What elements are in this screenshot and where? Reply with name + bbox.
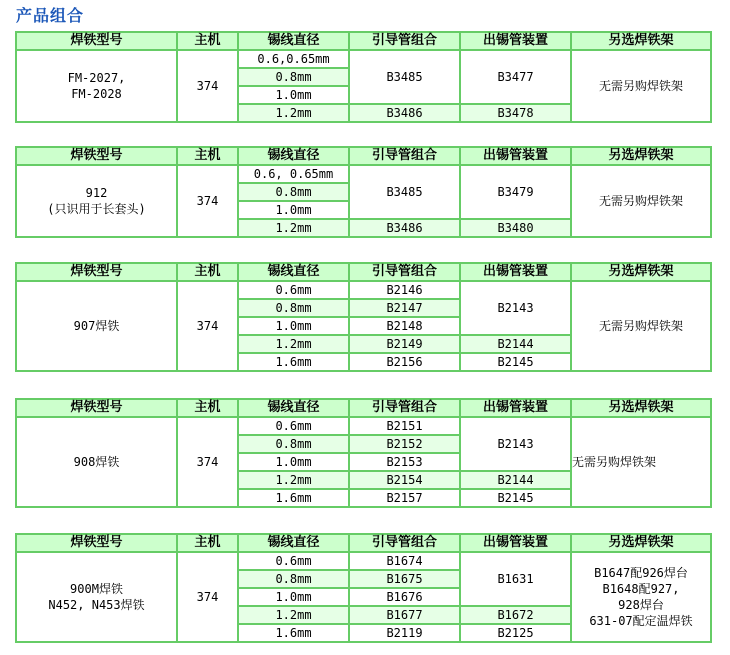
header-stand: 另选焊铁架 (571, 32, 711, 50)
diameter-cell: 0.6mm (238, 552, 349, 570)
product-table-3 (15, 262, 712, 372)
guide-cell: B2154 (349, 471, 460, 489)
header-outlet: 出锡管装置 (460, 147, 571, 165)
header-guide: 引导管组合 (349, 399, 460, 417)
outlet-cell: B2125 (460, 624, 571, 642)
guide-cell: B1674 (349, 552, 460, 570)
guide-cell: B1676 (349, 588, 460, 606)
header-guide: 引导管组合 (349, 32, 460, 50)
table-row (16, 50, 711, 68)
product-table-1 (15, 31, 712, 123)
header-guide: 引导管组合 (349, 147, 460, 165)
table-row (16, 417, 711, 435)
diameter-cell: 1.0mm (238, 588, 349, 606)
header-host: 主机 (177, 32, 238, 50)
outlet-cell: B2145 (460, 353, 571, 371)
header-row (16, 32, 711, 50)
diameter-cell: 0.8mm (238, 68, 349, 86)
header-stand: 另选焊铁架 (571, 263, 711, 281)
guide-cell: B2119 (349, 624, 460, 642)
diameter-cell: 0.8mm (238, 570, 349, 588)
outlet-cell: B3477 (460, 50, 571, 104)
diameter-cell: 0.8mm (238, 299, 349, 317)
header-diameter: 锡线直径 (238, 399, 349, 417)
header-row (16, 399, 711, 417)
guide-cell: B2152 (349, 435, 460, 453)
diameter-cell: 0.6,0.65mm (238, 50, 349, 68)
header-diameter: 锡线直径 (238, 32, 349, 50)
table-row (16, 552, 711, 570)
guide-cell: B3486 (349, 219, 460, 237)
header-row (16, 263, 711, 281)
diameter-cell: 1.2mm (238, 606, 349, 624)
outlet-cell: B1631 (460, 552, 571, 606)
outlet-cell: B3479 (460, 165, 571, 219)
diameter-cell: 1.2mm (238, 104, 349, 122)
guide-cell: B2147 (349, 299, 460, 317)
guide-cell: B2151 (349, 417, 460, 435)
table-row (16, 165, 711, 183)
guide-cell: B3486 (349, 104, 460, 122)
header-model: 焊铁型号 (16, 263, 177, 281)
outlet-cell: B2145 (460, 489, 571, 507)
diameter-cell: 1.6mm (238, 489, 349, 507)
diameter-cell: 1.6mm (238, 624, 349, 642)
header-stand: 另选焊铁架 (571, 147, 711, 165)
diameter-cell: 0.6, 0.65mm (238, 165, 349, 183)
header-diameter: 锡线直径 (238, 263, 349, 281)
diameter-cell: 0.6mm (238, 281, 349, 299)
header-diameter: 锡线直径 (238, 147, 349, 165)
guide-cell: B1675 (349, 570, 460, 588)
outlet-cell: B2143 (460, 281, 571, 335)
header-host: 主机 (177, 263, 238, 281)
diameter-cell: 1.2mm (238, 471, 349, 489)
outlet-cell: B1672 (460, 606, 571, 624)
stand-cell: 无需另购焊铁架 (571, 50, 711, 122)
header-guide: 引导管组合 (349, 534, 460, 552)
host-cell: 374 (177, 50, 238, 122)
header-model: 焊铁型号 (16, 147, 177, 165)
header-guide: 引导管组合 (349, 263, 460, 281)
diameter-cell: 1.0mm (238, 453, 349, 471)
header-diameter: 锡线直径 (238, 534, 349, 552)
product-table-4 (15, 398, 712, 508)
header-outlet: 出锡管装置 (460, 399, 571, 417)
guide-cell: B2148 (349, 317, 460, 335)
stand-cell: 无需另购焊铁架 (571, 417, 711, 507)
host-cell: 374 (177, 417, 238, 507)
header-row (16, 534, 711, 552)
guide-cell: B2157 (349, 489, 460, 507)
host-cell: 374 (177, 281, 238, 371)
header-host: 主机 (177, 534, 238, 552)
guide-cell: B3485 (349, 50, 460, 104)
guide-cell: B1677 (349, 606, 460, 624)
header-model: 焊铁型号 (16, 534, 177, 552)
header-host: 主机 (177, 147, 238, 165)
stand-cell: 无需另购焊铁架 (571, 281, 711, 371)
guide-cell: B2149 (349, 335, 460, 353)
stand-cell: B1647配926焊台 B1648配927, 928焊台 631-07配定温焊铁 (571, 552, 711, 642)
diameter-cell: 1.2mm (238, 335, 349, 353)
diameter-cell: 0.8mm (238, 183, 349, 201)
header-outlet: 出锡管装置 (460, 32, 571, 50)
diameter-cell: 0.8mm (238, 435, 349, 453)
outlet-cell: B2143 (460, 417, 571, 471)
diameter-cell: 1.0mm (238, 201, 349, 219)
model-cell: 900M焊铁 N452, N453焊铁 (16, 552, 177, 642)
stand-cell: 无需另购焊铁架 (571, 165, 711, 237)
guide-cell: B2146 (349, 281, 460, 299)
page-title: 产品组合 (16, 6, 85, 25)
header-outlet: 出锡管装置 (460, 534, 571, 552)
host-cell: 374 (177, 165, 238, 237)
product-table-5 (15, 533, 712, 643)
header-row (16, 147, 711, 165)
outlet-cell: B3480 (460, 219, 571, 237)
table-row (16, 281, 711, 299)
model-cell: 912 (只识用于长套头) (16, 165, 177, 237)
diameter-cell: 1.2mm (238, 219, 349, 237)
header-host: 主机 (177, 399, 238, 417)
model-cell: FM-2027, FM-2028 (16, 50, 177, 122)
diameter-cell: 1.0mm (238, 317, 349, 335)
outlet-cell: B2144 (460, 335, 571, 353)
diameter-cell: 1.0mm (238, 86, 349, 104)
header-model: 焊铁型号 (16, 399, 177, 417)
header-model: 焊铁型号 (16, 32, 177, 50)
product-table-2 (15, 146, 712, 238)
header-stand: 另选焊铁架 (571, 399, 711, 417)
host-cell: 374 (177, 552, 238, 642)
guide-cell: B3485 (349, 165, 460, 219)
header-stand: 另选焊铁架 (571, 534, 711, 552)
guide-cell: B2153 (349, 453, 460, 471)
outlet-cell: B3478 (460, 104, 571, 122)
header-outlet: 出锡管装置 (460, 263, 571, 281)
outlet-cell: B2144 (460, 471, 571, 489)
diameter-cell: 1.6mm (238, 353, 349, 371)
diameter-cell: 0.6mm (238, 417, 349, 435)
model-cell: 908焊铁 (16, 417, 177, 507)
model-cell: 907焊铁 (16, 281, 177, 371)
guide-cell: B2156 (349, 353, 460, 371)
